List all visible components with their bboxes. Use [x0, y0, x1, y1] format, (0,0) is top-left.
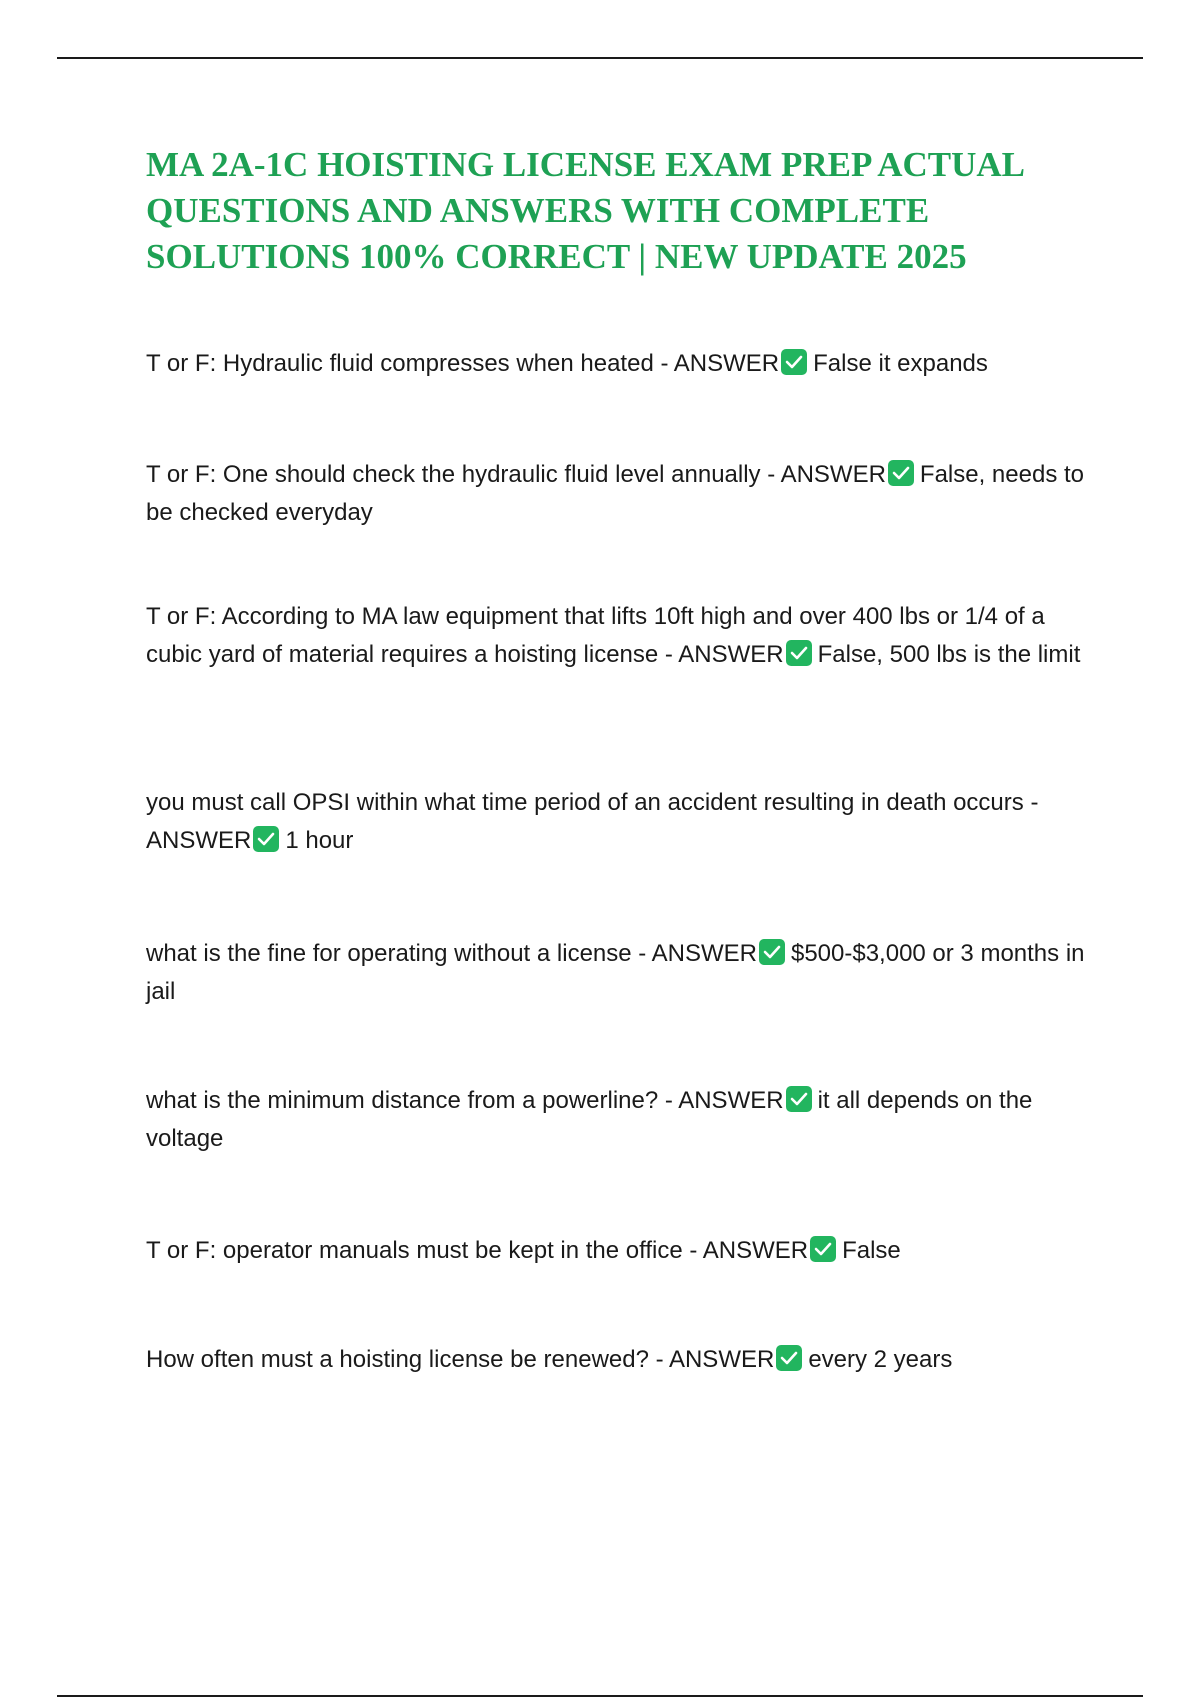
- check-mark-icon: [253, 826, 279, 852]
- qa-item: [146, 598, 1086, 674]
- check-mark-icon: [786, 640, 812, 666]
- check-mark-icon: [888, 460, 914, 486]
- answer-text: $500-$3,000 or 3 months in jail: [146, 940, 1085, 1005]
- question-text: T or F: One should check the hydraulic fluid level annually -: [146, 461, 781, 488]
- check-mark-icon: [810, 1236, 836, 1262]
- qa-item: [146, 345, 1086, 383]
- question-text: you must call OPSI within what time period of an accident resulting in death occurs -: [146, 789, 1039, 816]
- answer-marker: ANSWER: [668, 1346, 775, 1373]
- answer-text: False, needs to be checked everyday: [146, 461, 1085, 526]
- answer-marker: ANSWER: [678, 1087, 784, 1114]
- check-mark-icon: [781, 349, 807, 375]
- question-text: How often must a hoisting license be renewed? -: [146, 1346, 669, 1373]
- qa-item: [146, 1232, 1086, 1270]
- answer-marker: ANSWER: [673, 350, 780, 377]
- question-text: what is the minimum distance from a powerline? -: [146, 1087, 679, 1114]
- answer-marker: ANSWER: [651, 940, 757, 967]
- qa-item: [146, 784, 1086, 860]
- document-title: MA 2A-1C HOISTING LICENSE EXAM PREP ACTUAL QUESTIONS AND ANSWERS WITH COMPLETE SOLUTIONS 100% CORRECT | NEW UPDATE 2025: [146, 145, 1024, 276]
- qa-item: [146, 935, 1086, 1011]
- check-mark-icon: [759, 939, 785, 965]
- qa-item: [146, 1341, 1086, 1379]
- footer-rule: [57, 1695, 1143, 1697]
- question-text: T or F: operator manuals must be kept in the office -: [146, 1237, 703, 1264]
- qa-item: [146, 456, 1086, 532]
- answer-marker: ANSWER: [702, 1237, 809, 1264]
- check-mark-icon: [776, 1345, 802, 1371]
- answer-marker: ANSWER: [780, 461, 886, 488]
- check-mark-icon: [786, 1086, 812, 1112]
- qa-item: [146, 1082, 1086, 1158]
- question-text: T or F: According to MA law equipment that lifts 10ft high and over 400 lbs or 1/4 of a cubic yard of material requires a hoisting license -: [146, 603, 1045, 668]
- answer-text: False, 500 lbs is the limit: [817, 641, 1081, 668]
- header-rule: [57, 57, 1143, 59]
- answer-text: 1 hour: [285, 827, 354, 854]
- answer-text: False it expands: [813, 350, 988, 377]
- answer-text: False: [842, 1237, 901, 1264]
- question-text: T or F: Hydraulic fluid compresses when heated -: [146, 350, 674, 377]
- answer-text: every 2 years: [808, 1346, 953, 1373]
- answer-marker: ANSWER: [678, 641, 784, 668]
- question-text: what is the fine for operating without a license -: [146, 940, 652, 967]
- answer-marker: ANSWER: [146, 827, 252, 854]
- answer-text: it all depends on the voltage: [146, 1087, 1033, 1152]
